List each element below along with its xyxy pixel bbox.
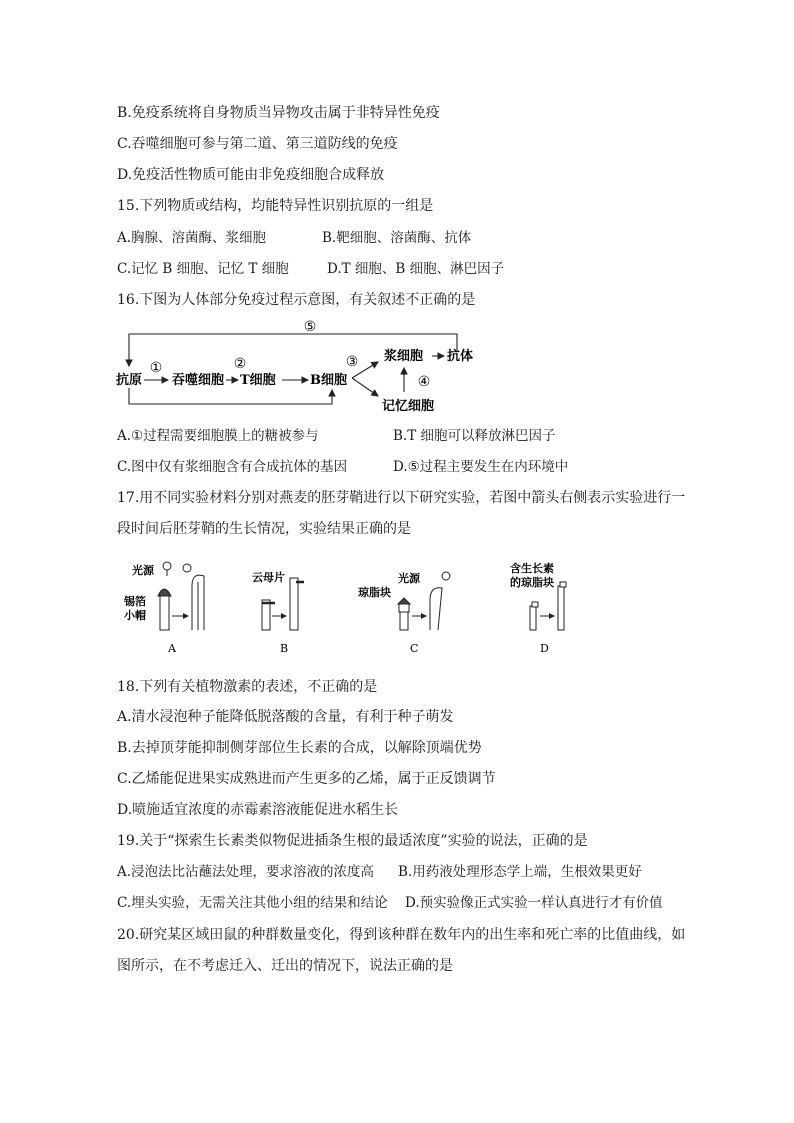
diagram-t-cell: T细胞 [240,373,276,388]
q16-option-d: D.⑤过程主要发生在内环境中 [393,459,569,475]
diagram-b-cell: B细胞 [310,373,347,388]
q19-option-c: C.埋头实验，无需关注其他小组的结果和结论 [117,895,388,911]
b-caption: B [280,642,289,655]
d-caption: D [540,642,549,655]
q17-stem-line1: 17.用不同实验材料分别对燕麦的胚芽鞘进行以下研究实验，若图中箭头右侧表示实验进行一 [117,490,686,506]
a-caption: A [168,642,176,655]
q15-stem: 15.下列物质或结构，均能特异性识别抗原的一组是 [117,198,434,214]
diagram-label-5: ⑤ [303,319,317,335]
diagram-plasma-cell: 浆细胞 [384,349,424,364]
diagram-label-4: ④ [417,374,431,390]
q19-stem: 19.关于“探索生长素类似物促进插条生根的最适浓度”实验的说法，正确的是 [117,833,588,849]
diagram-antigen: 抗原 [116,373,143,388]
experiment-b [252,570,304,655]
diagram-label-1: ① [149,360,163,376]
c-caption: C [410,642,419,655]
experiment-d [510,561,566,655]
q17-stem-line2: 段时间后胚芽鞘的生长情况，实验结果正确的是 [117,521,411,537]
c-light-source-label: 光源 [398,572,420,585]
q14-option-b: B.免疫系统将自身物质当异物攻击属于非特异性免疫 [117,105,440,121]
b-mica-label: 云母片 [252,571,285,584]
q18-stem: 18.下列有关植物激素的表述，不正确的是 [117,679,378,695]
q18-option-b: B.去掉顶芽能抑制侧芽部位生长素的合成，以解除顶端优势 [117,740,482,756]
q16-option-c: C.图中仅有浆细胞含有合成抗体的基因 [117,459,348,475]
q15-option-b: B.靶细胞、溶菌酶、抗体 [322,230,472,246]
a-tinfoil-cap-label-line1: 锡箔 [124,595,146,608]
a-light-source-label: 光源 [132,564,154,577]
experiment-c [358,571,450,655]
a-tinfoil-cap-label-line2: 小帽 [124,609,146,622]
immune-process-diagram [112,316,492,416]
c-agar-block-label: 琼脂块 [358,586,391,599]
q19-option-a: A.浸泡法比沾蘸法处理，要求溶液的浓度高 [117,864,375,880]
q16-option-a: A.①过程需要细胞膜上的糖被参与 [117,428,319,444]
q15-option-c: C.记忆 B 细胞、记忆 T 细胞 [117,261,289,277]
q18-option-a: A.清水浸泡种子能降低脱落酸的含量，有利于种子萌发 [117,709,454,725]
q14-option-d: D.免疫活性物质可能由非免疫细胞合成释放 [117,167,385,183]
d-auxin-agar-label-line2: 的琼脂块 [510,576,554,589]
diagram-memory-cell: 记忆细胞 [382,399,435,414]
experiment-a [124,562,204,655]
q16-option-b: B.T 细胞可以释放淋巴因子 [393,428,556,444]
q20-stem-line2: 图所示，在不考虑迁入、迁出的情况下，说法正确的是 [117,958,453,974]
q15-option-a: A.胸腺、溶菌酶、浆细胞 [117,230,267,246]
diagram-antibody: 抗体 [447,349,474,364]
diagram-phagocyte: 吞噬细胞 [172,373,225,388]
q19-option-b: B.用药液处理形态学上端，生根效果更好 [398,864,642,880]
diagram-label-3: ③ [345,354,359,370]
diagram-label-2: ② [233,356,247,372]
q20-stem-line1: 20.研究某区域田鼠的种群数量变化，得到该种群在数年内的出生率和死亡率的比值曲线，如 [117,927,686,943]
q18-option-d: D.喷施适宜浓度的赤霉素溶液能促进水稻生长 [117,802,399,818]
coleoptile-experiment-figure [112,556,592,658]
q15-option-d: D.T 细胞、B 细胞、淋巴因子 [327,261,505,277]
q14-option-c: C.吞噬细胞可参与第二道、第三道防线的免疫 [117,136,398,152]
q16-stem: 16.下图为人体部分免疫过程示意图，有关叙述不正确的是 [117,292,476,308]
q18-option-c: C.乙烯能促进果实成熟进而产生更多的乙烯，属于正反馈调节 [117,771,496,787]
d-auxin-agar-label-line1: 含生长素 [510,562,554,575]
q19-option-d: D.预实验像正式实验一样认真进行才有价值 [405,895,663,911]
